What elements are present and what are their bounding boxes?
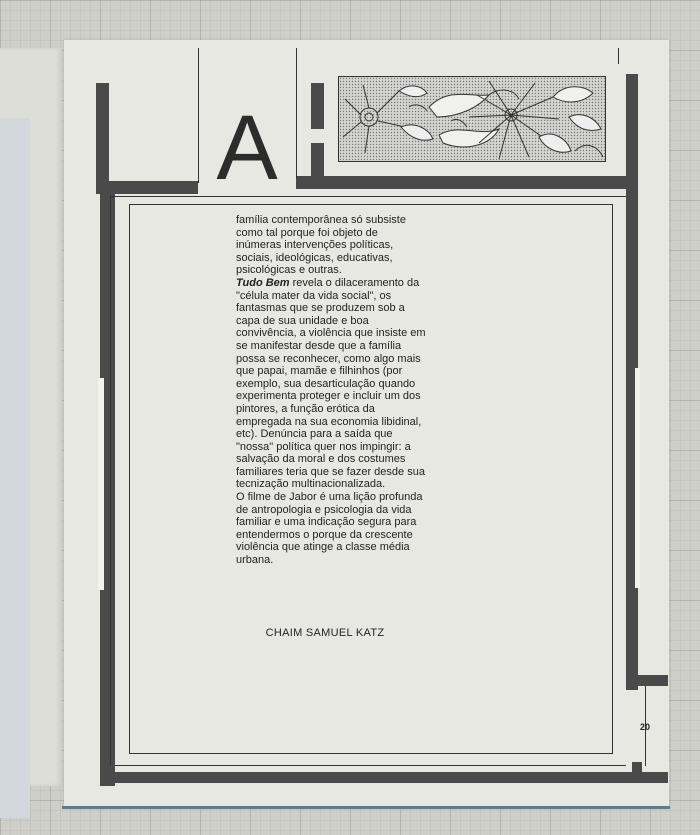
floral-illustration bbox=[338, 76, 606, 162]
frame-divider-block bbox=[311, 143, 324, 177]
frame-top-left bbox=[96, 181, 198, 194]
rule-outer-top bbox=[110, 196, 626, 197]
article-body bbox=[236, 214, 426, 567]
article-paragraph-3: O filme de Jabor é uma lição profunda de antropologia e psicologia da vida familiar e uma indicação segura para entendermos o porque da crescente violência que atinge a classe média urbana. bbox=[236, 491, 423, 567]
page-bottom-edge bbox=[62, 806, 670, 809]
rule-inner-left bbox=[129, 204, 130, 754]
left-page-edge bbox=[0, 48, 62, 786]
frame-left-strip bbox=[98, 378, 104, 590]
frame-divider-bar bbox=[311, 83, 324, 129]
drop-cap-initial: A bbox=[216, 97, 278, 199]
page-number: 20 bbox=[640, 722, 651, 732]
rule-inner-top bbox=[129, 204, 613, 205]
author-signature: CHAIM SAMUEL KATZ bbox=[265, 627, 385, 639]
article-paragraph-2-text: revela o dilaceramento da "célula mater da vida social", os fantasmas que se produzem sob a capa de sua unidade e boa convivência, a violência que insiste em se manifestar desde que a família possa se reconhecer, como algo mais que papai, mamãe e filhinhos (por exemplo, sua desarticulação quando experimenta proteger e incluir um dos pintores, a função erótica da empregada na sua economia libidinal, etc). Denúncia para a saída que "nossa" política quer nos impingir: a salvação da moral e dos costumes familiares teria que se fazer desde sua tecnização multinacionalizada. bbox=[236, 276, 426, 491]
frame-left-top bbox=[96, 83, 109, 193]
film-title: Tudo Bem bbox=[236, 276, 290, 289]
rule-top-left bbox=[198, 48, 199, 183]
frame-right-foot bbox=[638, 675, 668, 686]
rule-inner-right bbox=[612, 204, 613, 754]
rule-top-mid bbox=[296, 48, 297, 178]
rule-inner-bottom bbox=[129, 753, 613, 754]
frame-bottom bbox=[100, 772, 668, 783]
article-paragraph-2 bbox=[236, 277, 426, 491]
frame-right-strip bbox=[635, 368, 640, 588]
article-paragraph-1: família contemporânea só subsiste como tal porque foi objeto de inúmeras intervenções políticas, sociais, ideológicas, educativas, psicológicas e outras. bbox=[236, 214, 406, 277]
rule-top-right bbox=[618, 48, 619, 64]
rule-outer-left bbox=[110, 196, 111, 766]
frame-top-right bbox=[296, 176, 638, 189]
rule-outer-bottom bbox=[115, 765, 626, 766]
frame-bottom-right-notch bbox=[632, 762, 642, 774]
left-page-tint bbox=[0, 118, 30, 818]
